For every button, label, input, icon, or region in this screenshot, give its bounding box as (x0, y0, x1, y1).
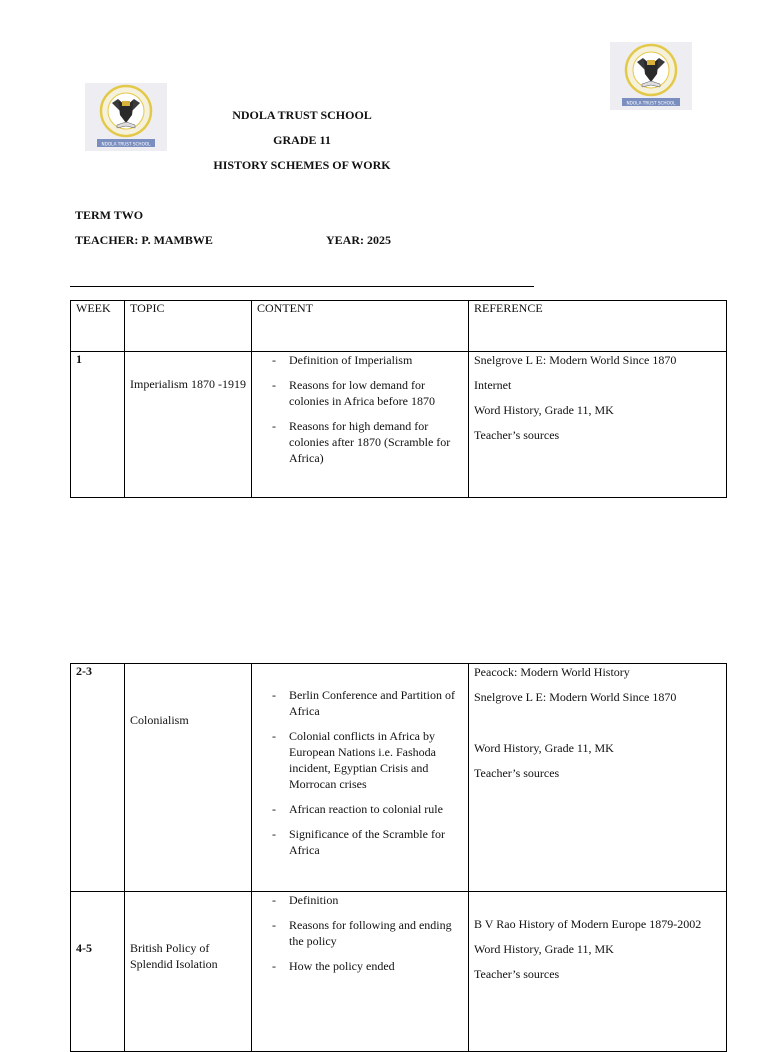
content-cell (252, 352, 469, 498)
reference-item: Word History, Grade 11, MK (474, 741, 614, 755)
header-divider (70, 286, 534, 287)
header-reference: REFERENCE (469, 301, 727, 352)
reference-item: Teacher’s sources (474, 428, 560, 442)
content-list (252, 892, 468, 974)
reference-cell (469, 664, 727, 892)
content-item: - Definition of Imperialism (252, 352, 468, 368)
topic-cell: British Policy of Splendid Isolation (125, 892, 252, 1052)
content-list (252, 664, 468, 858)
reference-item: B V Rao History of Modern Europe 1879-2002 (474, 917, 702, 931)
reference-cell (469, 892, 727, 1052)
reference-item: Teacher’s sources (474, 766, 560, 780)
header-week: WEEK (71, 301, 125, 352)
content-list (252, 352, 468, 466)
content-item: - Reasons for low demand for colonies in Africa before 1870 (252, 377, 468, 409)
reference-cell (469, 352, 727, 498)
reference-item: Word History, Grade 11, MK (474, 942, 614, 956)
reference-item: Snelgrove L E: Modern World Since 1870 (474, 690, 677, 704)
school-crest-icon (610, 42, 692, 110)
table-header-row (71, 301, 727, 352)
topic-cell: Colonialism (125, 664, 252, 892)
reference-item: Word History, Grade 11, MK (474, 403, 614, 417)
logo-banner-text: NDOLA TRUST SCHOOL (626, 100, 676, 106)
grade-label: GRADE 11 (273, 133, 331, 147)
topic-cell: Imperialism 1870 -1919 (125, 352, 252, 498)
document-title: HISTORY SCHEMES OF WORK (213, 158, 391, 172)
content-item: - Reasons for following and ending the policy (252, 917, 468, 949)
scheme-table-2 (70, 663, 727, 1052)
school-logo-right (610, 42, 692, 110)
header-content: CONTENT (252, 301, 469, 352)
week-cell: 1 (71, 352, 125, 498)
content-item: - African reaction to colonial rule (252, 801, 468, 817)
content-item: - How the policy ended (252, 958, 468, 974)
content-cell (252, 664, 469, 892)
table-row (71, 892, 727, 1052)
week-cell: 4-5 (71, 892, 125, 1052)
term-label: TERM TWO (75, 208, 144, 222)
content-item: - Reasons for high demand for colonies after 1870 (Scramble for Africa) (252, 418, 468, 466)
reference-item: Peacock: Modern World History (474, 665, 630, 679)
year-label: YEAR: 2025 (326, 233, 391, 247)
header-topic: TOPIC (125, 301, 252, 352)
content-item: - Significance of the Scramble for Africa (252, 826, 468, 858)
content-cell (252, 892, 469, 1052)
reference-item: Internet (474, 378, 512, 392)
content-item: - Colonial conflicts in Africa by European Nations i.e. Fashoda incident, Egyptian Crisis and Morrocan crises (252, 728, 468, 792)
week-cell: 2-3 (71, 664, 125, 892)
content-item: - Berlin Conference and Partition of Africa (252, 687, 468, 719)
reference-item: Teacher’s sources (474, 967, 560, 981)
school-name: NDOLA TRUST SCHOOL (232, 108, 372, 122)
reference-item: Snelgrove L E: Modern World Since 1870 (474, 353, 677, 367)
logo-banner-text: NDOLA TRUST SCHOOL (101, 141, 151, 147)
teacher-label: TEACHER: P. MAMBWE (75, 233, 213, 247)
scheme-table-1 (70, 300, 727, 498)
table-row (71, 664, 727, 892)
table-row (71, 352, 727, 498)
content-item: - Definition (252, 892, 468, 908)
